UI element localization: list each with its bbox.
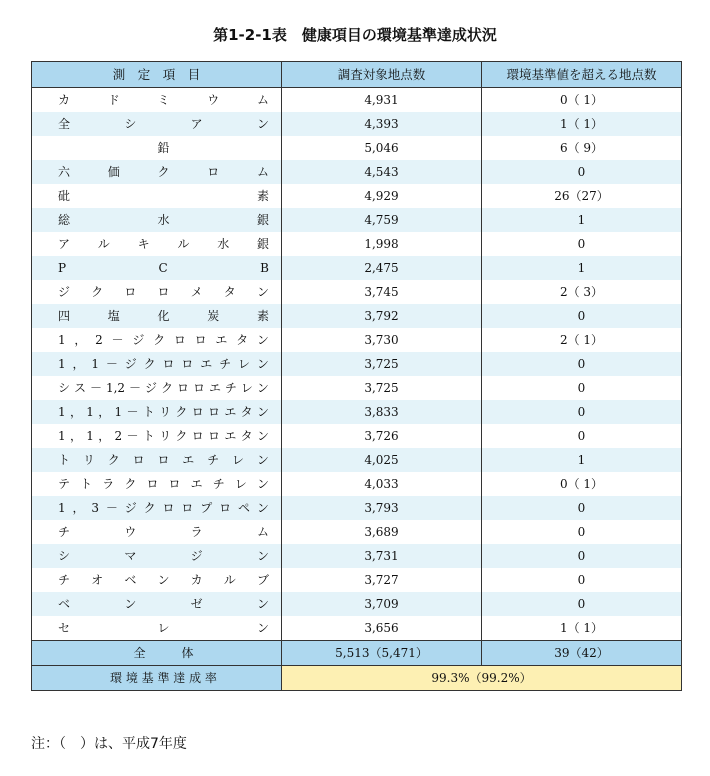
item-name-char: リ — [82, 453, 95, 467]
item-name-char: チ — [58, 525, 71, 539]
item-name — [32, 136, 282, 160]
item-name-char: ， — [72, 357, 85, 371]
item-name-char: リ — [159, 405, 172, 419]
item-name-char: ロ — [207, 165, 220, 179]
item-name-char: レ — [232, 453, 245, 467]
item-name-char: ， — [98, 429, 111, 443]
item-name-char: 総 — [58, 213, 71, 227]
item-name-char: キ — [137, 237, 150, 251]
item-name-char: 化 — [157, 309, 170, 323]
item-name-char: ロ — [168, 477, 181, 491]
item-name-char: エ — [190, 477, 203, 491]
exceeding-count: 0 — [482, 520, 682, 544]
table-row — [32, 352, 682, 376]
item-name-char: エ — [224, 405, 237, 419]
item-name-char: チ — [219, 357, 232, 371]
rate-row — [32, 666, 682, 691]
item-name-char: ク — [153, 333, 166, 347]
footnote: 注：（ ）は、平成7年度 — [31, 736, 187, 752]
surveyed-count: 3,727 — [282, 568, 482, 592]
total-exceeding: 39（42） — [482, 641, 682, 666]
item-name-char: ン — [256, 117, 269, 131]
table-row — [32, 472, 682, 496]
item-name-char: ク — [175, 405, 188, 419]
item-name-char: ア — [58, 237, 71, 251]
item-name-char: － — [111, 333, 124, 347]
item-name-char: ロ — [157, 285, 170, 299]
item-name-char: ロ — [162, 357, 175, 371]
item-name-char: ト — [142, 429, 155, 443]
item-name-char: チ — [212, 477, 225, 491]
item-name-char: ロ — [176, 381, 189, 395]
item-name-char: ミ — [157, 93, 170, 107]
item-name — [32, 208, 282, 232]
item-name — [32, 328, 282, 352]
item-name-char: － — [126, 405, 139, 419]
item-name — [32, 616, 282, 641]
exceeding-count: 0 — [482, 424, 682, 448]
item-name-char: ， — [72, 501, 85, 515]
exceeding-count: 0 — [482, 376, 682, 400]
surveyed-count: 3,730 — [282, 328, 482, 352]
item-name-char: 銀 — [256, 237, 269, 251]
item-name-char: ン — [256, 549, 269, 563]
item-name-char: ジ — [190, 549, 203, 563]
item-name-char: － — [105, 501, 118, 515]
exceeding-count: 0 — [482, 304, 682, 328]
item-name — [32, 448, 282, 472]
item-name-char: レ — [234, 477, 247, 491]
exceeding-count: 0（ 1） — [482, 472, 682, 496]
item-name-char: ン — [256, 285, 269, 299]
item-name-char: ロ — [181, 357, 194, 371]
table-row — [32, 304, 682, 328]
page-title: 第1-2-1表 健康項目の環境基準達成状況 — [213, 26, 497, 44]
item-name-char: 全 — [58, 117, 71, 131]
item-name-char: ロ — [124, 285, 137, 299]
item-name-char: ウ — [124, 525, 137, 539]
item-name-char: ロ — [191, 429, 204, 443]
item-name-char: C — [158, 261, 168, 275]
item-name-char: 1,2 — [105, 381, 126, 395]
item-name-char: － — [89, 381, 102, 395]
item-name — [32, 592, 282, 616]
exceeding-count: 0 — [482, 400, 682, 424]
item-name-char: ブ — [256, 573, 269, 587]
item-name-char: ジ — [124, 357, 137, 371]
rate-label: 環 境 基 準 達 成 率 — [32, 666, 282, 691]
item-name-char: 銀 — [256, 213, 269, 227]
item-name-char: 2 — [95, 333, 103, 347]
item-name — [32, 544, 282, 568]
exceeding-count: 1 — [482, 448, 682, 472]
item-name-char: ベ — [58, 597, 71, 611]
item-name-char: 1 — [58, 357, 66, 371]
item-name-char: 水 — [157, 213, 170, 227]
item-name-char: 素 — [256, 189, 269, 203]
item-name-char: エ — [208, 381, 221, 395]
table-row — [32, 208, 682, 232]
surveyed-count: 4,033 — [282, 472, 482, 496]
surveyed-count: 3,731 — [282, 544, 482, 568]
item-name-char: 素 — [256, 309, 269, 323]
item-name-char: エ — [215, 333, 228, 347]
exceeding-count: 0 — [482, 592, 682, 616]
table-row — [32, 328, 682, 352]
item-name-char: ア — [190, 117, 203, 131]
item-name-char: ン — [256, 429, 269, 443]
item-name-char: ， — [69, 429, 82, 443]
item-name-char: ジ — [124, 501, 137, 515]
item-name-char: ム — [256, 525, 269, 539]
item-name-char: ン — [256, 357, 269, 371]
item-name-char: ク — [143, 357, 156, 371]
item-name-char: 3 — [91, 501, 100, 515]
item-name-char: ゼ — [190, 597, 203, 611]
item-name-char: ， — [98, 405, 111, 419]
item-name — [32, 232, 282, 256]
item-name-char: ロ — [192, 381, 205, 395]
item-name-char: ジ — [145, 381, 158, 395]
item-name-char: シ — [124, 117, 137, 131]
table-row — [32, 232, 682, 256]
surveyed-count: 4,929 — [282, 184, 482, 208]
item-name-char: ロ — [162, 501, 175, 515]
item-name-char: チ — [224, 381, 237, 395]
item-name-char: ン — [157, 573, 170, 587]
item-name — [32, 400, 282, 424]
item-name-char: 炭 — [207, 309, 220, 323]
table-row — [32, 160, 682, 184]
item-name — [32, 472, 282, 496]
item-name-char: タ — [240, 429, 253, 443]
item-name-char: ロ — [208, 405, 221, 419]
item-name — [32, 352, 282, 376]
item-name-char: ロ — [208, 429, 221, 443]
item-name-char: － — [126, 429, 139, 443]
item-name-char: ル — [223, 573, 236, 587]
table-row — [32, 184, 682, 208]
item-name — [32, 112, 282, 136]
surveyed-count: 3,726 — [282, 424, 482, 448]
surveyed-count: 5,046 — [282, 136, 482, 160]
item-name-char: エ — [182, 453, 195, 467]
item-name-char: ク — [124, 477, 137, 491]
header-exceeding: 環境基準値を超える地点数 — [482, 62, 682, 88]
exceeding-count: 0 — [482, 160, 682, 184]
table-row — [32, 616, 682, 641]
item-name-char: ム — [256, 165, 269, 179]
exceeding-count: 2（ 3） — [482, 280, 682, 304]
exceeding-count: 0 — [482, 568, 682, 592]
item-name-char: ム — [256, 93, 269, 107]
table-row — [32, 496, 682, 520]
item-name-char: ロ — [219, 501, 232, 515]
item-name-char: ク — [175, 429, 188, 443]
item-name-char: ロ — [132, 453, 145, 467]
table-row — [32, 136, 682, 160]
total-surveyed: 5,513（5,471） — [282, 641, 482, 666]
item-name-char: タ — [240, 405, 253, 419]
item-name-char: 1 — [114, 405, 123, 419]
table-row — [32, 376, 682, 400]
item-name-char: ル — [97, 237, 110, 251]
item-name-char: ト — [58, 453, 71, 467]
surveyed-count: 3,792 — [282, 304, 482, 328]
item-name-char: テ — [58, 477, 71, 491]
item-name-char: ル — [177, 237, 190, 251]
exceeding-count: 1（ 1） — [482, 616, 682, 641]
table-row — [32, 280, 682, 304]
item-name-char: ペ — [238, 501, 251, 515]
compliance-table — [31, 61, 682, 691]
item-name-char: ン — [256, 621, 269, 635]
item-name-char: ス — [73, 381, 86, 395]
item-name-char: 1 — [58, 405, 66, 419]
item-name-char: ン — [256, 453, 269, 467]
item-name — [32, 160, 282, 184]
item-name-char: ク — [91, 285, 104, 299]
surveyed-count: 4,759 — [282, 208, 482, 232]
item-name-char: ウ — [207, 93, 220, 107]
item-name-char: ジ — [132, 333, 145, 347]
item-name-char: 1 — [91, 357, 100, 371]
header-item: 測 定 項 目 — [32, 62, 282, 88]
exceeding-count: 0 — [482, 496, 682, 520]
exceeding-count: 6（ 9） — [482, 136, 682, 160]
surveyed-count: 4,025 — [282, 448, 482, 472]
exceeding-count: 0 — [482, 232, 682, 256]
surveyed-count: 4,931 — [282, 88, 482, 113]
item-name-char: シ — [58, 549, 71, 563]
item-name-char: エ — [224, 429, 237, 443]
table-row — [32, 544, 682, 568]
item-name-char: 1 — [58, 429, 66, 443]
table-row — [32, 520, 682, 544]
item-name-char: カ — [58, 93, 71, 107]
item-name-char: ト — [142, 405, 155, 419]
item-name-char: オ — [91, 573, 104, 587]
surveyed-count: 3,833 — [282, 400, 482, 424]
item-name — [32, 184, 282, 208]
rate-value: 99.3%（99.2%） — [282, 666, 682, 691]
item-name-char: ロ — [181, 501, 194, 515]
item-name-char: 価 — [107, 165, 120, 179]
item-name — [32, 88, 282, 113]
surveyed-count: 3,656 — [282, 616, 482, 641]
item-name-char: レ — [240, 381, 253, 395]
item-name-char: ン — [256, 381, 269, 395]
surveyed-count: 1,998 — [282, 232, 482, 256]
exceeding-count: 1（ 1） — [482, 112, 682, 136]
item-name-char: ロ — [173, 333, 186, 347]
item-name-char: 四 — [58, 309, 71, 323]
item-name-char: 1 — [58, 501, 66, 515]
table-row — [32, 88, 682, 113]
item-name-char: P — [58, 261, 67, 275]
item-name-char: ， — [74, 333, 87, 347]
surveyed-count: 3,745 — [282, 280, 482, 304]
item-name-char: ン — [256, 597, 269, 611]
item-name-char: セ — [58, 621, 71, 635]
item-name-char: ン — [124, 597, 137, 611]
item-name-char: － — [105, 357, 118, 371]
item-name — [32, 256, 282, 280]
item-name-char: プ — [200, 501, 213, 515]
item-name-char: カ — [190, 573, 203, 587]
item-name-char: ベ — [124, 573, 137, 587]
item-name-char: ロ — [194, 333, 207, 347]
item-name-char: 1 — [86, 405, 94, 419]
item-name-char: タ — [236, 333, 249, 347]
total-row — [32, 641, 682, 666]
item-name — [32, 280, 282, 304]
exceeding-count: 0 — [482, 352, 682, 376]
item-name — [32, 520, 282, 544]
exceeding-count: 1 — [482, 208, 682, 232]
item-name-char: メ — [190, 285, 203, 299]
item-name-char: 六 — [58, 165, 71, 179]
surveyed-count: 2,475 — [282, 256, 482, 280]
surveyed-count: 3,725 — [282, 352, 482, 376]
table-row — [32, 568, 682, 592]
item-name-char: － — [129, 381, 142, 395]
item-name-char: ロ — [191, 405, 204, 419]
item-name-char: リ — [159, 429, 172, 443]
item-name-char: 塩 — [107, 309, 120, 323]
item-name-char: ト — [80, 477, 93, 491]
exceeding-count: 0 — [482, 544, 682, 568]
item-name-char: レ — [238, 357, 251, 371]
table-row — [32, 424, 682, 448]
item-name-char: ン — [256, 477, 269, 491]
surveyed-count: 4,393 — [282, 112, 482, 136]
item-name-char: ク — [107, 453, 120, 467]
surveyed-count: 3,689 — [282, 520, 482, 544]
item-name — [32, 496, 282, 520]
item-name-char: ン — [256, 501, 269, 515]
item-name-char: ラ — [190, 525, 203, 539]
item-name — [32, 424, 282, 448]
item-name-char: ン — [256, 405, 269, 419]
surveyed-count: 4,543 — [282, 160, 482, 184]
surveyed-count: 3,725 — [282, 376, 482, 400]
item-name-char: 水 — [217, 237, 230, 251]
item-name-char: ク — [143, 501, 156, 515]
exceeding-count: 0（ 1） — [482, 88, 682, 113]
exceeding-count: 26（27） — [482, 184, 682, 208]
surveyed-count: 3,709 — [282, 592, 482, 616]
item-name-char: ジ — [58, 285, 71, 299]
table-row — [32, 448, 682, 472]
item-name-char: ク — [157, 165, 170, 179]
table-header-row — [32, 62, 682, 88]
surveyed-count: 3,793 — [282, 496, 482, 520]
item-name-char: チ — [58, 573, 71, 587]
item-name-char: 2 — [114, 429, 123, 443]
item-name-char: ド — [107, 93, 120, 107]
table-row — [32, 400, 682, 424]
item-name — [32, 568, 282, 592]
item-name — [32, 304, 282, 328]
item-name-char: チ — [207, 453, 220, 467]
item-name-char: エ — [200, 357, 213, 371]
item-name-char: 砒 — [58, 189, 71, 203]
item-name-char: 鉛 — [157, 141, 170, 155]
item-name-char: レ — [157, 621, 170, 635]
item-name-char: ラ — [102, 477, 115, 491]
table-row — [32, 112, 682, 136]
item-name-char: タ — [223, 285, 236, 299]
exceeding-count: 2（ 1） — [482, 328, 682, 352]
item-name-char: B — [260, 261, 269, 275]
item-name-char: ロ — [146, 477, 159, 491]
item-name-char: シ — [58, 381, 71, 395]
table-body — [32, 88, 682, 641]
item-name-char: ロ — [157, 453, 170, 467]
item-name-char: ン — [256, 333, 269, 347]
item-name-char: ク — [160, 381, 173, 395]
item-name-char: マ — [124, 549, 137, 563]
item-name-char: 1 — [86, 429, 94, 443]
item-name-char: 1 — [58, 333, 66, 347]
table-row — [32, 256, 682, 280]
exceeding-count: 1 — [482, 256, 682, 280]
header-surveyed: 調査対象地点数 — [282, 62, 482, 88]
item-name — [32, 376, 282, 400]
table-row — [32, 592, 682, 616]
item-name-char: ， — [69, 405, 82, 419]
total-label: 全 体 — [32, 641, 282, 666]
